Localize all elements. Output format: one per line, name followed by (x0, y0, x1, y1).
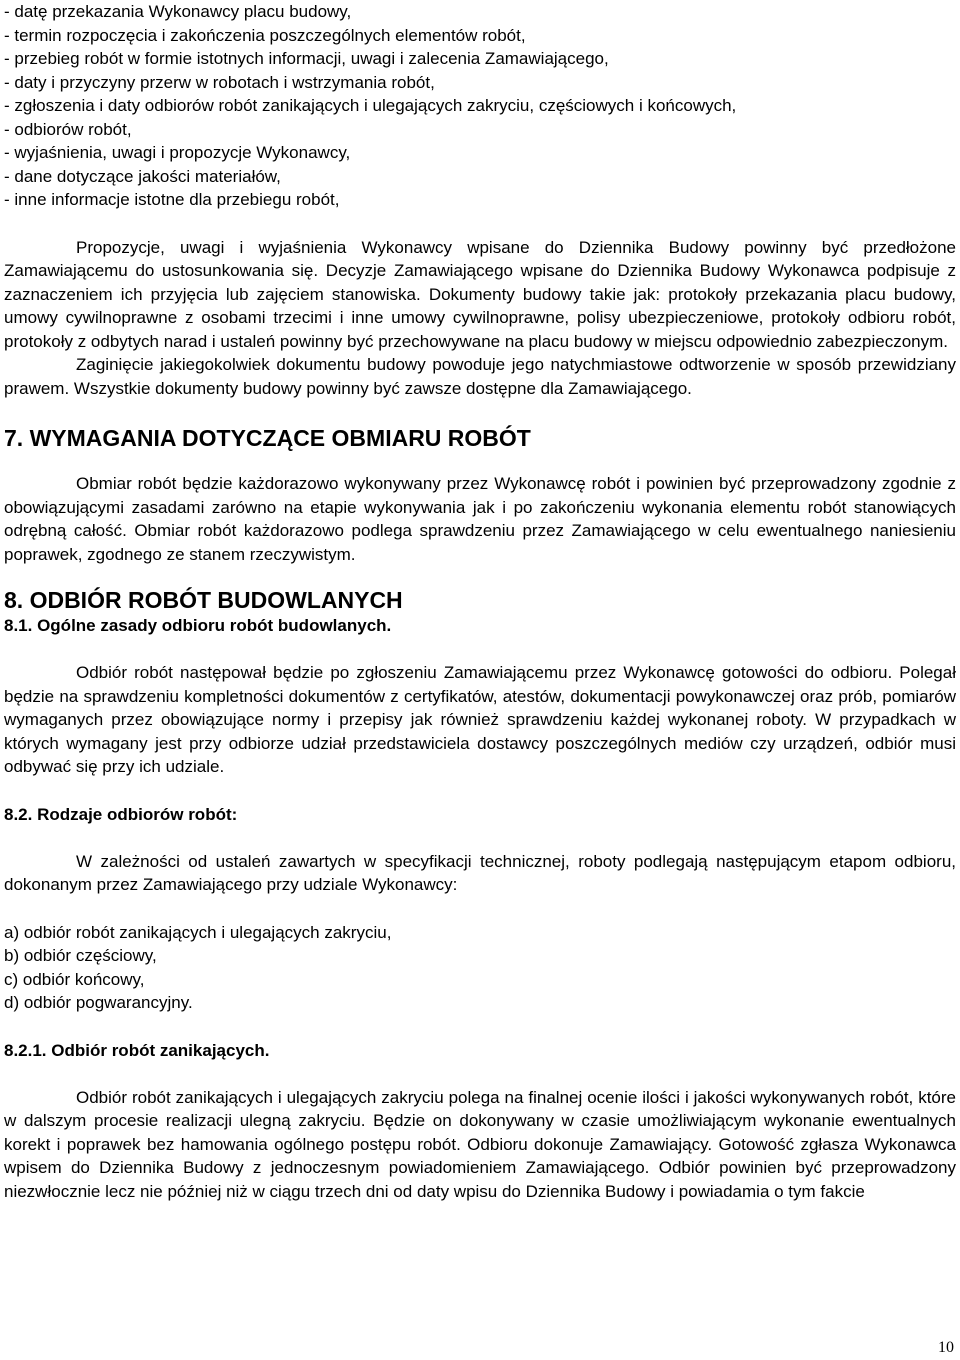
heading-section-8-2-number: 8.2. (4, 804, 33, 824)
heading-section-8-2-1: 8.2.1. Odbiór robót zanikających. (4, 1040, 270, 1060)
page-number: 10 (938, 1339, 954, 1356)
list-item: c) odbiór końcowy, (4, 969, 145, 989)
paragraph-proposals: Propozycje, uwagi i wyjaśnienia Wykonawcy wpisane do Dziennika Budowy powinny być przedłożone Zamawiającemu do ustosunkowania się. Decyzje Zamawiającego wpisane do Dziennika Budowy Wykonawca podpisuje z zaznaczeniem ich przyjęcia lub zajęciem stanowiska. Dokumenty budowy takie jak: protokoły przekazania placu budowy, umowy cywilnoprawne z osobami trzecimi i inne umowy cywilnoprawne, polisy ubezpieczeniowe, protokoły odbioru robót, protokoły z odbytych narad i ustaleń powinny być przechowywane na placu budowy w miejscu odpowiednio zabezpieczonym. (4, 237, 956, 351)
paragraph-acceptance-types: W zależności od ustaleń zawartych w specyfikacji technicznej, roboty podlegają następującym etapom odbioru, dokonanym przez Zamawiającego przy udziale Wykonawcy: (4, 851, 956, 894)
heading-section-8-2 (4, 803, 956, 826)
list-item: - odbiorów robót, (4, 119, 132, 139)
list-item: d) odbiór pogwarancyjny. (4, 993, 193, 1012)
list-item: - daty i przyczyny przerw w robotach i wstrzymania robót, (4, 72, 435, 92)
list-item: - przebieg robót w formie istotnych informacji, uwagi i zalecenia Zamawiającego, (4, 49, 609, 68)
list-item: - wyjaśnienia, uwagi i propozycje Wykonawcy, (4, 143, 351, 162)
heading-section-7: 7. WYMAGANIA DOTYCZĄCE OBMIARU ROBÓT (4, 425, 531, 451)
heading-section-8-1: 8.1. Ogólne zasady odbioru robót budowlanych. (4, 616, 392, 635)
list-item: - datę przekazania Wykonawcy placu budowy, (4, 2, 352, 21)
heading-section-8: 8. ODBIÓR ROBÓT BUDOWLANYCH (4, 587, 403, 613)
paragraph-vanishing-works: Odbiór robót zanikających i ulegających zakryciu polega na finalnej ocenie ilości i jakości wykonywanych robót, które w dalszym procesie realizacji ulegną zakryciu. Będzie on dokonywany w czasie umożliwiającym wykonanie ewentualnych korekt i poprawek bez hamowania ogólnego postępu robót. Odbioru dokonuje Zamawiający. Gotowość zgłasza Wykonawca wpisem do Dziennika Budowy z jednoczesnym powiadomieniem Zamawiającego. Odbiór powinien być przeprowadzony niezwłocznie lecz nie później niż w ciągu trzech dni od daty wpisu do Dziennika Budowy i powiadamia o tym fakcie (4, 1087, 956, 1201)
acceptance-types-list (4, 921, 956, 1015)
heading-section-8-2-text: Rodzaje odbiorów robót: (32, 804, 238, 824)
list-item: - dane dotyczące jakości materiałów, (4, 166, 281, 186)
paragraph-general-rules: Odbiór robót następował będzie po zgłoszeniu Zamawiającemu przez Wykonawcę gotowości do odbioru. Polegał będzie na sprawdzeniu kompletności dokumentów z certyfikatów, atestów, dokumentacji powykonawczej oraz prób, pomiarów wymaganych przez obowiązujące normy i przepisy jak również sprawdzeniu każdej wykonanej roboty. W przypadkach w których wymagany jest przy odbiorze udział przedstawiciela dostawcy poszczególnych mediów czy urządzeń, odbiór musi odbywać się przy ich udziale. (4, 663, 956, 776)
list-item: - termin rozpoczęcia i zakończenia poszczególnych elementów robót, (4, 25, 526, 45)
list-item: - zgłoszenia i daty odbiorów robót zanikających i ulegających zakryciu, częściowych i końcowych, (4, 96, 737, 115)
list-item: a) odbiór robót zanikających i ulegających zakryciu, (4, 922, 392, 942)
list-item: b) odbiór częściowy, (4, 946, 157, 965)
paragraph-measurement: Obmiar robót będzie każdorazowo wykonywany przez Wykonawcę robót i powinien być przeprowadzony zgodnie z obowiązującymi zasadami zarówno na etapie wykonywania jak i po zakończeniu wykonania elementu robót stanowiących odrębną całość. Obmiar robót każdorazowo podlega sprawdzeniu przez Zamawiającego w celu ewentualnego naniesieniu poprawek, zgodnego ze stanem rzeczywistym. (4, 474, 956, 564)
site-diary-entries-list (4, 0, 956, 212)
document-page (4, 0, 956, 1203)
paragraph-document-loss: Zaginięcie jakiegokolwiek dokumentu budowy powoduje jego natychmiastowe odtworzenie w sposób przewidziany prawem. Wszystkie dokumenty budowy powinny być zawsze dostępne dla Zamawiającego. (4, 355, 956, 398)
list-item: - inne informacje istotne dla przebiegu robót, (4, 190, 340, 209)
